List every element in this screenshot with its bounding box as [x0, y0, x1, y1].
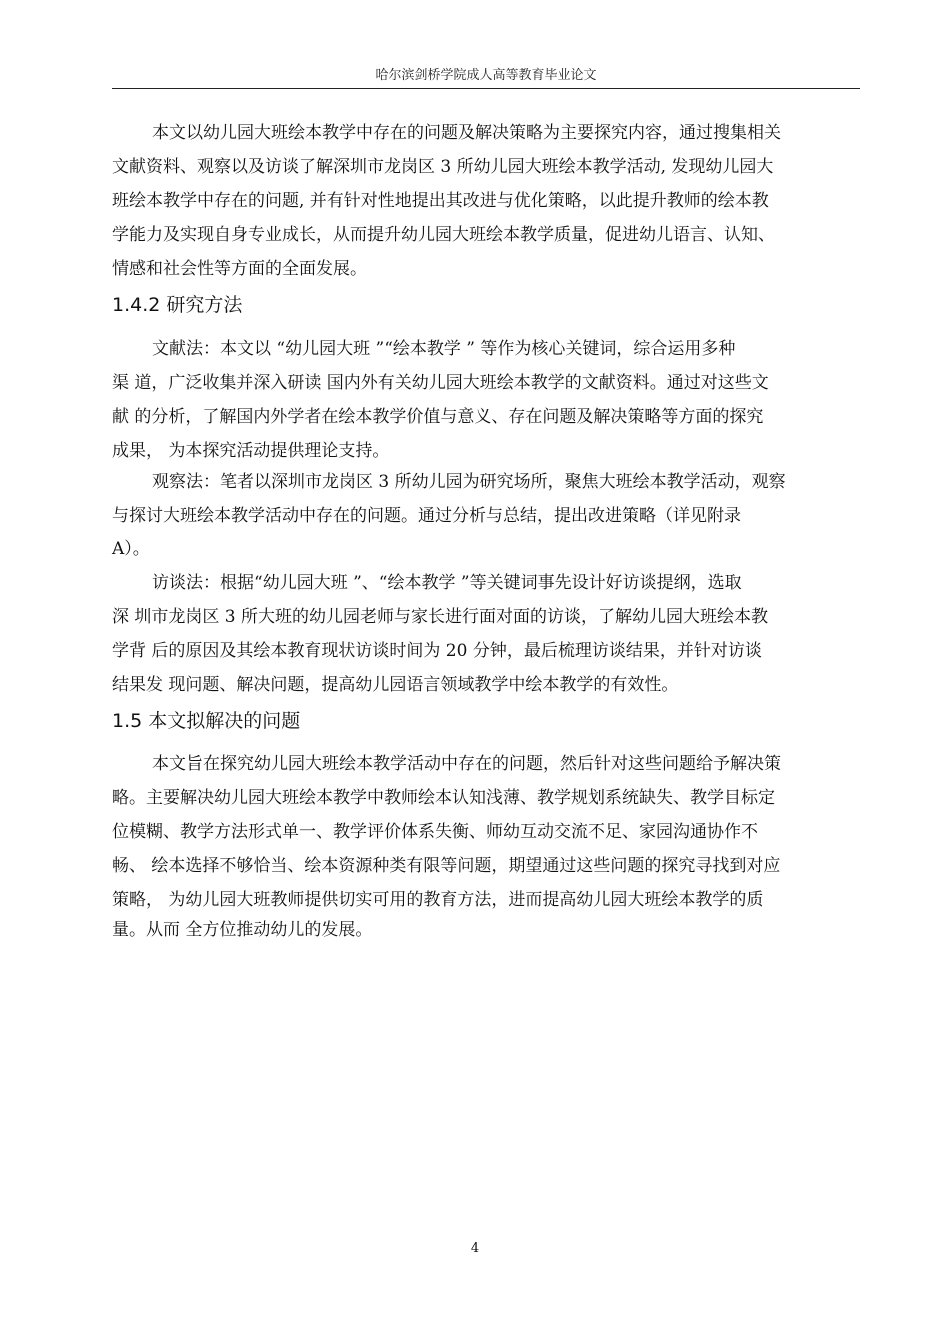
- paragraph-line: 畅、 绘本选择不够恰当、绘本资源种类有限等问题，期望通过这些问题的探究寻找到对应: [112, 856, 781, 876]
- paragraph-line: 情感和社会性等方面的全面发展。: [112, 259, 367, 279]
- paragraph-line: 成果， 为本探究活动提供理论支持。: [112, 441, 390, 461]
- section-heading-1-5: 1.5 本文拟解决的问题: [112, 710, 301, 732]
- paragraph-line: 班绘本教学中存在的问题, 并有针对性地提出其改进与优化策略，以此提升教师的绘本教: [112, 191, 769, 211]
- paragraph-line: 访谈法：根据“幼儿园大班 ”、“绘本教学 ”等关键词事先设计好访谈提纲，选取: [152, 573, 742, 593]
- paragraph-line: 位模糊、教学方法形式单一、教学评价体系失衡、师幼互动交流不足、家园沟通协作不: [112, 822, 758, 842]
- paragraph-line: 本文旨在探究幼儿园大班绘本教学活动中存在的问题，然后针对这些问题给予解决策: [152, 754, 781, 774]
- paragraph-line: 渠 道，广泛收集并深入研读 国内外有关幼儿园大班绘本教学的文献资料。通过对这些文: [112, 373, 769, 393]
- paragraph-line: 策略， 为幼儿园大班教师提供切实可用的教育方法，进而提高幼儿园大班绘本教学的质: [112, 890, 764, 910]
- paragraph-line: 学背 后的原因及其绘本教育现状访谈时间为 20 分钟，最后梳理访谈结果，并针对访谈: [112, 641, 762, 661]
- paragraph-line: 量。从而 全方位推动幼儿的发展。: [112, 920, 373, 940]
- paragraph-line: 学能力及实现自身专业成长，从而提升幼儿园大班绘本教学质量，促进幼儿语言、认知、: [112, 225, 775, 245]
- paragraph-line: 观察法：笔者以深圳市龙岗区 3 所幼儿园为研究场所，聚焦大班绘本教学活动，观察: [152, 472, 786, 492]
- paragraph-line: 略。主要解决幼儿园大班绘本教学中教师绘本认知浅薄、教学规划系统缺失、教学目标定: [112, 788, 775, 808]
- paragraph-line: 文献法：本文以 “幼儿园大班 ”“绘本教学 ” 等作为核心关键词，综合运用多种: [152, 339, 736, 359]
- paragraph-line: 文献资料、观察以及访谈了解深圳市龙岗区 3 所幼儿园大班绘本教学活动, 发现幼儿园大: [112, 157, 774, 177]
- section-heading-1-4-2: 1.4.2 研究方法: [112, 294, 243, 316]
- page-number: 4: [470, 1241, 480, 1256]
- paragraph-line: 本文以幼儿园大班绘本教学中存在的问题及解决策略为主要探究内容，通过搜集相关: [152, 123, 781, 143]
- paragraph-line: A）。: [112, 539, 150, 559]
- paragraph-line: 献 的分析，了解国内外学者在绘本教学价值与意义、存在问题及解决策略等方面的探究: [112, 407, 764, 427]
- header-divider: [112, 88, 860, 89]
- paragraph-line: 深 圳市龙岗区 3 所大班的幼儿园老师与家长进行面对面的访谈，了解幼儿园大班绘本教: [112, 607, 769, 627]
- paragraph-line: 结果发 现问题、解决问题，提高幼儿园语言领域教学中绘本教学的有效性。: [112, 675, 679, 695]
- paragraph-line: 与探讨大班绘本教学活动中存在的问题。通过分析与总结，提出改进策略（详见附录: [112, 506, 741, 526]
- running-header: 哈尔滨剑桥学院成人高等教育毕业论文: [375, 68, 597, 83]
